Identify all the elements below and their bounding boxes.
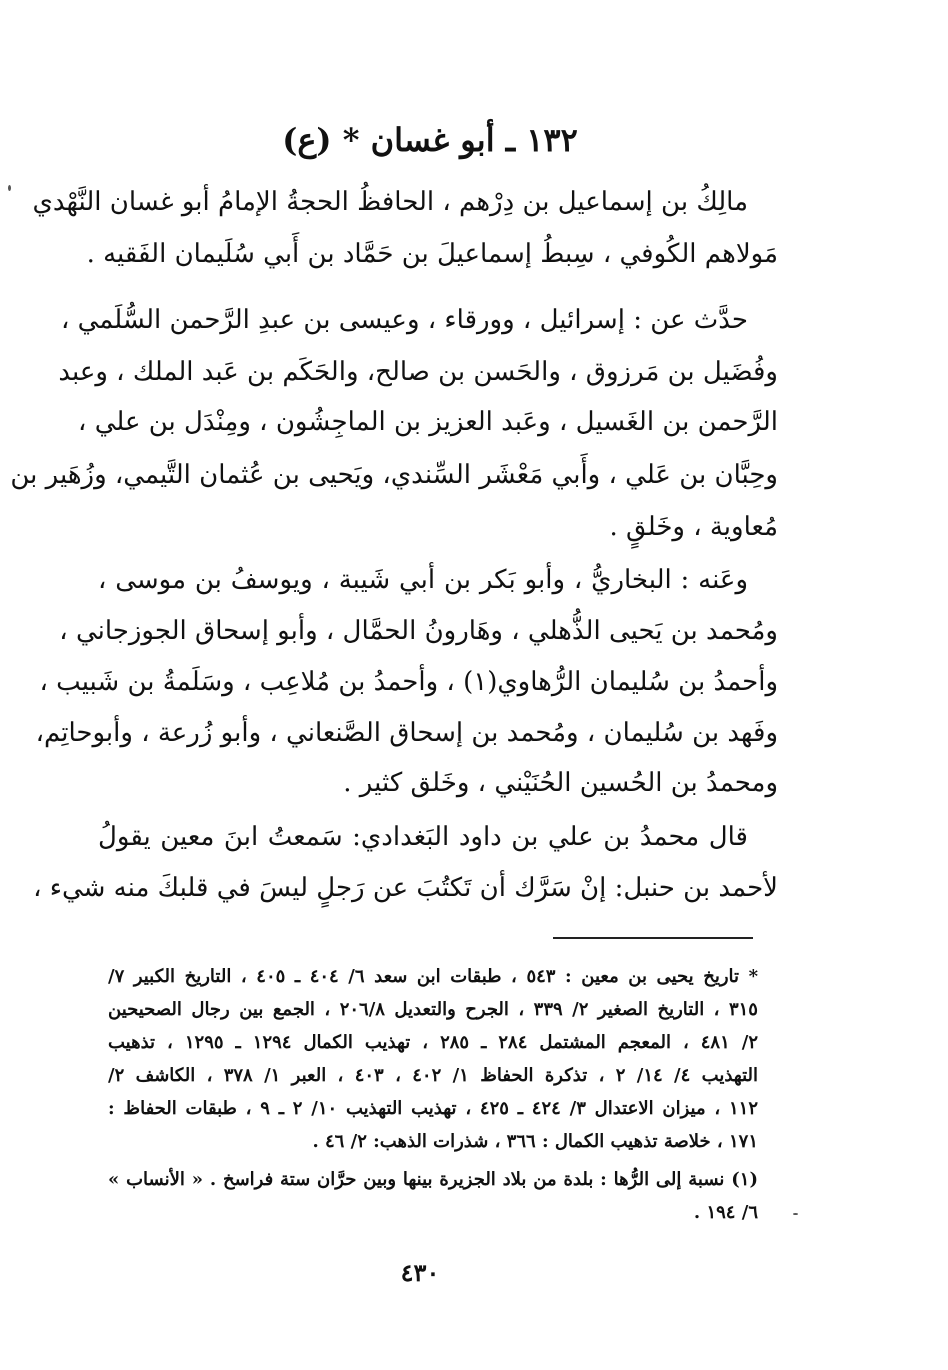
body-line: ومحمدُ بن الحُسين الحُنَيْني ، وخَلق كثير . [343, 768, 778, 798]
body-line: لأحمد بن حنبل: إنْ سَرَّك أن تَكتُبَ عن رَجلٍ ليسَ في قلبكَ منه شيء ، [33, 873, 778, 903]
footnote-line: ٣١٥ ، التاريخ الصغير ٢/ ٣٣٩ ، الجرح والتعديل ٢٠٦/٨ ، الجمع بين رجال الصحيحين [108, 999, 758, 1020]
body-line: وأحمدُ بن سُليمان الرُّهاوي(١) ، وأحمدُ بن مُلاعِب ، وسَلَمةُ بن شَبيب ، [39, 667, 778, 697]
footnote-line: ٦/ ١٩٤ . [693, 1202, 758, 1223]
body-line: مُعاوية ، وخَلقٍ . [609, 512, 778, 542]
body-line: وحِبَّان بن عَلي ، وأَبي مَعْشَر السِّندي، ويَحيى بن عُثمان التَّيمي، وزُهَير بن [10, 460, 778, 490]
footnote-line: التهذيب ٤/ ١٤/ ٢ ، تذكرة الحفاظ ١/ ٤٠٢ ، ٤٠٣ ، العبر ١/ ٣٧٨ ، الكاشف ٢/ [108, 1065, 758, 1086]
footnote-line: (١) نسبة إلى الرُّها : بلدة من بلاد الجزيرة بينها وبين حرَّان ستة فراسخ . « الأنساب » [108, 1169, 758, 1190]
footnote-line: ١٧١ ، خلاصة تذهيب الكمال : ٣٦٦ ، شذرات الذهب: ٢/ ٤٦ . [312, 1131, 758, 1152]
footnote-line: ١١٢ ، ميزان الاعتدال ٣/ ٤٢٤ ـ ٤٢٥ ، تهذيب التهذيب ١٠/ ٢ ـ ٩ ، طبقات الحفاظ : [108, 1098, 759, 1119]
body-line: وفُضَيل بن مَرزوق ، والحَسن بن صالح، والحَكَم بن عَبد الملك ، وعبد [58, 357, 778, 387]
footnote-line: ٢/ ٤٨١ ، المعجم المشتمل ٢٨٤ ـ ٢٨٥ ، تهذيب الكمال ١٢٩٤ ـ ١٢٩٥ ، تذهيب [108, 1032, 759, 1053]
body-line: ومُحمد بن يَحيى الذُّهلي ، وهَارونُ الحمَّال ، وأبو إسحاق الجوزجاني ، [59, 616, 778, 646]
body-line: الرَّحمن بن الغَسيل ، وعَبد العزيز بن الماجِشُون ، ومِنْدَل بن علي ، [78, 407, 778, 437]
footnote-line: * تاريخ يحيى بن معين : ٥٤٣ ، طبقات ابن سعد ٦/ ٤٠٤ ـ ٤٠٥ ، التاريخ الكبير ٧/ [108, 966, 758, 987]
scan-speck [8, 185, 11, 191]
page-number: ٤٣٠ [400, 1258, 440, 1287]
body-line: مَولاهم الكُوفي ، سِبطُ إسماعيلَ بن حَمَّاد بن أَبي سُلَيمان الفَقيه . [86, 239, 778, 269]
body-line: قال محمدُ بن علي بن داود البَغدادي: سَمعتُ ابنَ معين يقولُ [98, 822, 748, 852]
body-line: مالِكُ بن إسماعيل بن دِرْهم ، الحافظُ الحجةُ الإمامُ أبو غسان النَّهْدي [32, 187, 748, 217]
body-line: وعَنه : البخاريُّ ، وأبو بَكر بن أبي شَيبة ، ويوسفُ بن موسى ، [98, 565, 748, 595]
footnote-separator [553, 937, 753, 939]
body-line: حدَّث عن : إسرائيل ، وورقاء ، وعيسى بن عبدِ الرَّحمن السُّلَمي ، [60, 305, 748, 335]
scan-speck [793, 1213, 798, 1215]
entry-title: ١٣٢ ـ أبو غسان * (ع) [282, 121, 578, 159]
body-line: وفَهد بن سُليمان ، ومُحمد بن إسحاق الصَّنعاني ، وأبو زُرعة ، وأبوحاتِم، [35, 718, 778, 748]
